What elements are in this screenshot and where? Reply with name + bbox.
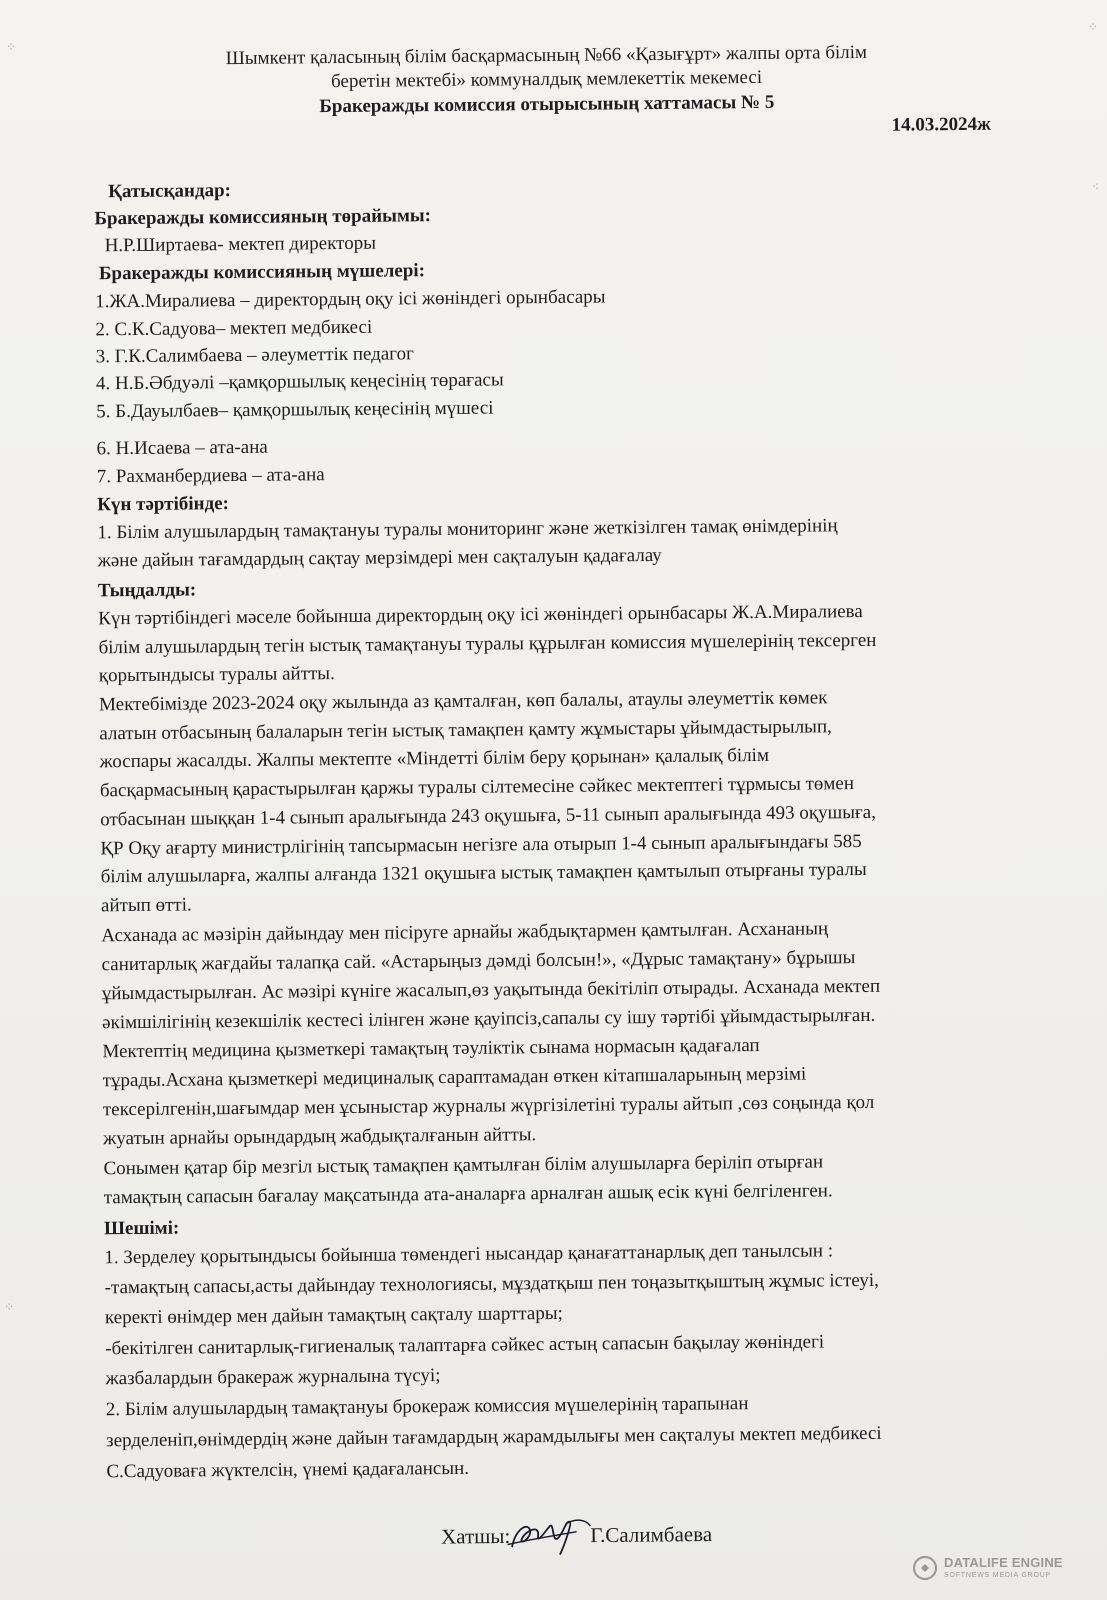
secretary-label: Хатшы: bbox=[440, 1523, 511, 1549]
document-title: Бракеражды комиссия отырысының хаттамасы № 5 bbox=[319, 91, 775, 118]
decision-line: зерделеніп,өнімдердің және дайын тағамдардың жарамдылығы мен сақталуы мектеп медбикесі bbox=[106, 1422, 882, 1452]
document-date: 14.03.2024ж bbox=[891, 113, 991, 136]
heard-line: білім алушыларға, жалпы алғанда 1321 оқушыға ыстық тамақпен қамтылып отырғаны туралы bbox=[100, 858, 867, 888]
header-line-2: беретін мектебі» коммуналдық мемлекеттік мекемесі bbox=[330, 66, 763, 93]
heard-line: тұрады.Асхана қызметкері медициналық сараптамадан өткен кітапшаларының мерзімі bbox=[102, 1063, 807, 1092]
decision-line: 2. Білім алушылардың тамақтануы брокераж комиссия мүшелерінің тарапынан bbox=[105, 1393, 749, 1421]
heard-line: Сонымен қатар бір мезгіл ыстық тамақпен қамтылған білім алушыларға беріліп отырған bbox=[103, 1151, 824, 1180]
scan-speck: ⁘ bbox=[6, 40, 17, 54]
member-item: 5. Б.Дауылбаев– қамқоршылық кеңесінің мүшесі bbox=[96, 397, 494, 423]
members-heading: Бракеражды комиссияның мүшелері: bbox=[98, 260, 426, 285]
heard-line: тамақтың сапасын бағалау мақсатында ата-аналарға арналған ашық есік күні белгіленген. bbox=[103, 1180, 833, 1209]
heard-line: әкімшілігінің кезекшілік кестесі ілінген және қауіпсіз,сапалы су ішу тәртібі ұйымдастырылған. bbox=[102, 1004, 876, 1034]
heard-line: Күн тәртібіндегі мәселе бойынша директордың оқу ісі жөніндегі орынбасары Ж.А.Миралиева bbox=[98, 600, 863, 630]
heard-heading: Тыңдалды: bbox=[97, 579, 197, 602]
heard-line: басқармасының қарастырылған қаржы туралы сілтемесіне сәйкес мектептегі тұрмысы төмен bbox=[99, 773, 855, 802]
decision-line: -бекітілген санитарлық-гигиеналық талаптарға сәйкес астың сапасын бақылау жөніндегі bbox=[105, 1331, 825, 1360]
agenda-heading: Күн тәртібінде: bbox=[97, 493, 230, 516]
decision-line: С.Садуоваға жүктелсін, үнемі қадағалансын. bbox=[106, 1457, 470, 1483]
chair-heading: Бракеражды комиссияның төрайымы: bbox=[94, 205, 432, 230]
heard-line: ҚР Оқу ағарту министрлігінің тапсырмасын негізге ала отырып 1-4 сынып аралығындағы 585 bbox=[100, 831, 862, 860]
chair-name: Н.Р.Ширтаева- мектеп директоры bbox=[104, 232, 377, 257]
secretary-name: Г.Салимбаева bbox=[590, 1521, 713, 1548]
member-item: 2. С.К.Садуова– мектеп медбикесі bbox=[95, 316, 373, 341]
agenda-line: 1. Білім алушылардың тамақтануы туралы мониторинг және жеткізілген тамақ өнімдерінің bbox=[97, 515, 838, 544]
decision-line: жазбалардын бракераж журналына түсуі; bbox=[105, 1365, 441, 1390]
datalife-logo-icon bbox=[912, 1555, 938, 1581]
scan-speck: ⁘ bbox=[4, 1300, 15, 1314]
signature-image bbox=[506, 1516, 594, 1557]
heard-line: айтып өтті. bbox=[100, 894, 192, 917]
heard-line: жоспары жасалды. Жалпы мектепте «Міндетті білім беру қорынан» қалалық білім bbox=[99, 744, 770, 773]
decision-line: керекті өнімдер мен дайын тамақтың сақталу шарттары; bbox=[104, 1302, 563, 1329]
member-item: 4. Н.Б.Әбдуәлі –қамқоршылық кеңесінің төрағасы bbox=[95, 369, 504, 395]
heard-line: Асханада ас мәзірін дайындау мен пісіруге арнайы жабдықтармен қамтылған. Асхананың bbox=[101, 918, 829, 947]
decision-line: 1. Зерделеу қорытындысы бойынша төмендегі нысандар қанағаттанарлық деп танылсын : bbox=[104, 1240, 834, 1269]
decision-line: -тамақтың сапасы,асты дайындау технологиясы, мұздатқыш пен тоңазытқыштың жұмыс істеуі, bbox=[104, 1269, 879, 1299]
watermark-subtitle: SOFTNEWS MEDIA GROUP bbox=[944, 1572, 1052, 1579]
heard-line: тексерілгенін,шағымдар мен ұсыныстар журналы жүргізілетіні туралы айтып ,сөз соңында қол bbox=[102, 1091, 875, 1121]
heard-line: санитарлық жағдайы талапқа сай. «Астарыңыз дәмді болсын!», «Дұрыс тамақтану» бұрышы bbox=[101, 947, 856, 976]
member-item: 1.ЖА.Миралиева – директордың оқу ісі жөніндегі орынбасары bbox=[95, 286, 606, 313]
watermark bbox=[912, 1553, 1102, 1587]
heard-line: Мектебімізде 2023-2024 оқу жылында аз қамталған, көп балалы, атаулы әлеуметтік көмек bbox=[98, 687, 828, 716]
scan-speck: ⁖ bbox=[1092, 180, 1100, 194]
member-item: 6. Н.Исаева – ата-ана bbox=[96, 436, 268, 460]
heard-line: отбасынан шыққан 1-4 сынып аралығында 243 оқушыға, 5-11 сынып аралығында 493 оқушыға, bbox=[100, 801, 877, 831]
agenda-line: және дайын тағамдардың сақтау мерзімдері мен сақталуын қадағалау bbox=[97, 544, 662, 572]
heard-line: білім алушылардың тегін ыстық тамақтануы туралы құрылған комиссия мүшелерінің тексерген bbox=[98, 629, 877, 659]
scan-speck: ⁘ bbox=[1088, 20, 1099, 34]
watermark-title: DATALIFE ENGINE bbox=[944, 1555, 1063, 1570]
decision-heading: Шешімі: bbox=[103, 1217, 180, 1240]
header-line-1: Шымкент қаласының білім басқармасының №66 «Қазығұрт» жалпы орта білім bbox=[225, 41, 868, 70]
heard-line: қорытындысы туралы айтты. bbox=[98, 663, 335, 687]
heard-line: ұйымдастырылған. Ас мәзірі күнігe жасалып,өз уақытында бекітіліп отырады. Асханада мектеп bbox=[101, 975, 881, 1005]
heard-line: алатын отбасының балаларын тегін ыстық тамақпен қамту жұмыстары ұйымдастырылып, bbox=[99, 716, 832, 745]
heard-line: жуатын арнайы орындардың жабдықталғанын айтты. bbox=[103, 1124, 537, 1150]
participants-heading: Қатысқандар: bbox=[108, 180, 232, 203]
heard-line: Мектептің медицина қызметкері тамақтың тәуліктік сынама нормасын қадағалап bbox=[102, 1034, 760, 1063]
member-item: 7. Рахманбердиева – ата-ана bbox=[96, 464, 325, 488]
member-item: 3. Г.К.Салимбаева – әлеуметтік педагог bbox=[95, 343, 414, 368]
signature-block bbox=[441, 1514, 712, 1557]
